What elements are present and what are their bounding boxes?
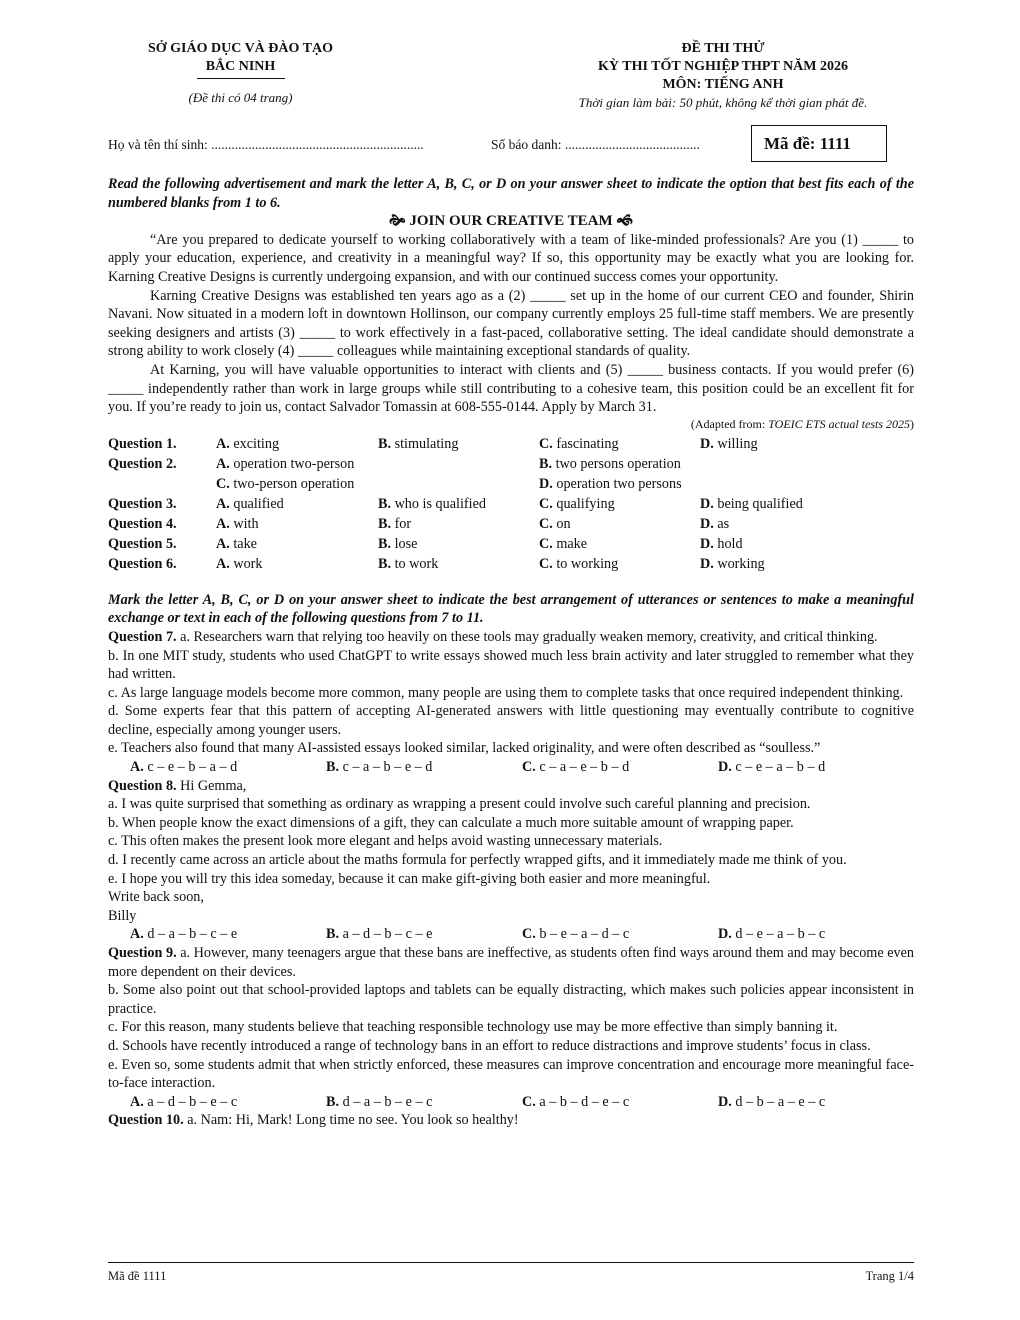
ad-title: 🙞 JOIN OUR CREATIVE TEAM 🙜 bbox=[389, 213, 633, 230]
option-d[interactable]: D. hold bbox=[700, 535, 743, 552]
footer-page-number: Trang 1/4 bbox=[865, 1269, 914, 1283]
q9-line-b: b. Some also point out that school-provided laptops and tablets can be equally distracting, which makes such policies appear inconsistent in practice. bbox=[108, 982, 914, 1017]
question-row bbox=[108, 495, 914, 515]
option-a[interactable]: A. exciting bbox=[216, 435, 280, 452]
option-a[interactable]: A. a – d – b – e – c bbox=[130, 1093, 238, 1110]
option-a[interactable]: A. c – e – b – a – d bbox=[130, 759, 238, 776]
exam-title-block bbox=[473, 40, 973, 112]
q9-line-e: e. Even so, some students admit that when strictly enforced, these measures can improve concentration and encourage more meaningful face-to-face interaction. bbox=[108, 1056, 914, 1092]
option-a[interactable]: A. qualified bbox=[216, 495, 284, 512]
option-b[interactable]: B. d – a – b – e – c bbox=[326, 1093, 433, 1110]
subject: MÔN: TIẾNG ANH bbox=[662, 77, 784, 92]
exam-name: KỲ THI TỐT NGHIỆP THPT NĂM 2026 bbox=[598, 59, 848, 74]
option-d[interactable]: D. d – b – a – e – c bbox=[718, 1093, 826, 1110]
question-label: Question 2. bbox=[108, 455, 177, 472]
option-c[interactable]: C. fascinating bbox=[539, 435, 619, 452]
question-label: Question 5. bbox=[108, 535, 177, 552]
q8-options bbox=[108, 925, 914, 944]
option-c[interactable]: C. b – e – a – d – c bbox=[522, 926, 630, 943]
option-a[interactable]: A. take bbox=[216, 535, 257, 552]
option-c[interactable]: C. a – b – d – e – c bbox=[522, 1093, 630, 1110]
option-a[interactable]: A. d – a – b – c – e bbox=[130, 926, 238, 943]
option-c[interactable]: C. two-person operation bbox=[216, 475, 355, 492]
option-c[interactable]: C. c – a – e – b – d bbox=[522, 759, 630, 776]
question-row bbox=[108, 455, 914, 475]
option-d[interactable]: D. operation two persons bbox=[539, 475, 682, 492]
pages-note: (Đề thi có 04 trang) bbox=[188, 90, 293, 105]
question-label: Question 6. bbox=[108, 555, 177, 572]
part1-instruction: Read the following advertisement and mark the letter A, B, C, or D on your answer sheet to indicate the option that best fits each of the numbered blanks from 1 to 6. bbox=[108, 176, 914, 211]
exam-header bbox=[108, 40, 914, 125]
option-b[interactable]: B. c – a – b – e – d bbox=[326, 759, 433, 776]
q7-options bbox=[108, 758, 914, 777]
ad-paragraph-3: At Karning, you will have valuable opportunities to interact with clients and (5) _____ business contacts. If you would prefer (6) _____ independently rather than work in large groups while still contributing to a cohesive team, this position could be an excellent fit for you. If you’re ready to join us, contact Salvador Tomassin at 608-555-0144. Apply by March 31. bbox=[108, 361, 914, 416]
q8-line-e: e. I hope you will try this idea someday, because it can make gift-giving both easier and more meaningful. bbox=[108, 870, 711, 887]
candidate-name-field[interactable]: Họ và tên thí sinh: ............................................................... bbox=[108, 137, 424, 152]
question-label: Question 4. bbox=[108, 515, 177, 532]
option-b[interactable]: B. to work bbox=[378, 555, 439, 572]
question-9 bbox=[108, 944, 914, 1111]
page-footer bbox=[108, 1262, 914, 1286]
ad-paragraph-1: “Are you prepared to dedicate yourself to working collaboratively with a team of like-minded professionals? Are you (1) _____ to apply your education, experience, and creativity in a meaningful way? If so, this opportunity may be exactly what you are looking for. Karning Creative Designs is currently undergoing expansion, and with our continued success comes your opportunity. bbox=[108, 231, 914, 285]
option-b[interactable]: B. a – d – b – c – e bbox=[326, 926, 433, 943]
q8-line-b: b. When people know the exact dimensions of a gift, they can calculate a much more suitable amount of wrapping paper. bbox=[108, 814, 794, 831]
option-b[interactable]: B. stimulating bbox=[378, 435, 459, 452]
question-row bbox=[108, 435, 914, 455]
q8-closing: Write back soon, bbox=[108, 889, 204, 906]
ad-paragraph-2: Karning Creative Designs was established ten years ago as a (2) _____ set up in the home of our current CEO and founder, Shirin Navani. Now situated in a modern loft in downtown Hollinson, our company currently employs 25 full-time staff members. We are presently seeking designers and artists (3) _____ to work effectively in a fast-paced, collaborative setting. The ideal candidate should demonstrate a strong ability to work closely (4) _____ colleagues while maintaining exceptional standards of quality. bbox=[108, 287, 914, 360]
question-label: Question 3. bbox=[108, 495, 177, 512]
q9-line-c: c. For this reason, many students believe that teaching responsible technology use may be more effective than simply banning it. bbox=[108, 1019, 838, 1036]
q8-line-a: a. I was quite surprised that something as ordinary as wrapping a present could involve such careful planning and precision. bbox=[108, 796, 811, 813]
question-row-continued bbox=[108, 475, 914, 495]
issuer-block bbox=[108, 40, 373, 107]
option-c[interactable]: C. qualifying bbox=[539, 495, 615, 512]
q8-line-c: c. This often makes the present look more elegant and helps avoid wasting unnecessary materials. bbox=[108, 833, 663, 850]
ad-source: (Adapted from: TOEIC ETS actual tests 2025) bbox=[690, 416, 914, 431]
option-a[interactable]: A. work bbox=[216, 555, 263, 572]
option-d[interactable]: D. willing bbox=[700, 435, 758, 452]
header-underline bbox=[197, 78, 285, 79]
option-a[interactable]: A. operation two-person bbox=[216, 455, 355, 472]
option-b[interactable]: B. lose bbox=[378, 535, 418, 552]
time-note: Thời gian làm bài: 50 phút, không kể thời gian phát đề. bbox=[578, 95, 868, 110]
option-d[interactable]: D. being qualified bbox=[700, 495, 803, 512]
question-row bbox=[108, 515, 914, 535]
question-8 bbox=[108, 777, 914, 944]
option-d[interactable]: D. working bbox=[700, 555, 765, 572]
q8-line-d: d. I recently came across an article about the maths formula for perfectly wrapped gifts, and it immediately made me think of you. bbox=[108, 852, 847, 869]
q7-line-c: c. As large language models become more common, many people are using them to complete tasks that once required independent thinking. bbox=[108, 684, 904, 701]
question-label: Question 1. bbox=[108, 435, 177, 452]
option-b[interactable]: B. two persons operation bbox=[539, 455, 681, 472]
option-d[interactable]: D. c – e – a – b – d bbox=[718, 759, 826, 776]
option-c[interactable]: C. to working bbox=[539, 555, 619, 572]
option-b[interactable]: B. for bbox=[378, 515, 412, 532]
exam-type: ĐỀ THI THỬ bbox=[681, 41, 765, 56]
department: SỞ GIÁO DỤC VÀ ĐÀO TẠO bbox=[147, 41, 333, 56]
questions-1-6-table bbox=[108, 435, 914, 575]
question-row bbox=[108, 555, 914, 575]
q9-options bbox=[108, 1093, 914, 1112]
q8-signature: Billy bbox=[108, 907, 137, 924]
option-b[interactable]: B. who is qualified bbox=[378, 495, 486, 512]
candidate-number-field[interactable]: Số báo danh: ........................................ bbox=[491, 137, 700, 152]
q7-line-a: Question 7. a. Researchers warn that relying too heavily on these tools may gradually weaken memory, creativity, and critical thinking. bbox=[108, 628, 878, 645]
option-a[interactable]: A. with bbox=[216, 515, 259, 532]
exam-page bbox=[108, 40, 914, 1130]
question-row bbox=[108, 535, 914, 555]
part2-instruction: Mark the letter A, B, C, or D on your answer sheet to indicate the best arrangement of utterances or sentences to make a meaningful exchange or text in each of the following questions from 7 to 11. bbox=[108, 591, 914, 627]
province: BẮC NINH bbox=[205, 59, 276, 74]
option-c[interactable]: C. on bbox=[539, 515, 571, 532]
q8-greeting: Question 8. Hi Gemma, bbox=[108, 777, 247, 794]
option-c[interactable]: C. make bbox=[539, 535, 588, 552]
candidate-row bbox=[108, 125, 914, 169]
q7-line-d: d. Some experts fear that this pattern of accepting AI-generated answers with little questioning may eventually contribute to cognitive decline, especially among younger users. bbox=[108, 703, 914, 738]
q7-line-b: b. In one MIT study, students who used ChatGPT to write essays showed much less brain activity and later struggled to remember what they had written. bbox=[108, 647, 914, 683]
q10-line-a: Question 10. a. Nam: Hi, Mark! Long time no see. You look so healthy! bbox=[108, 1112, 519, 1129]
q9-line-d: d. Schools have recently introduced a range of technology bans in an effort to reduce distractions and improve students’ focus in class. bbox=[108, 1037, 871, 1054]
q7-line-e: e. Teachers also found that many AI-assisted essays looked similar, lacked originality, and were often described as “soulless.” bbox=[108, 740, 821, 757]
q9-line-a: Question 9. a. However, many teenagers argue that these bans are ineffective, as students often find ways around them and may become even more dependent on their devices. bbox=[108, 945, 914, 980]
option-d[interactable]: D. d – e – a – b – c bbox=[718, 926, 826, 943]
option-d[interactable]: D. as bbox=[700, 515, 730, 532]
exam-code-box: Mã đề: 1111 bbox=[751, 125, 887, 162]
question-7 bbox=[108, 628, 914, 777]
footer-exam-code: Mã đề 1111 bbox=[108, 1269, 167, 1283]
